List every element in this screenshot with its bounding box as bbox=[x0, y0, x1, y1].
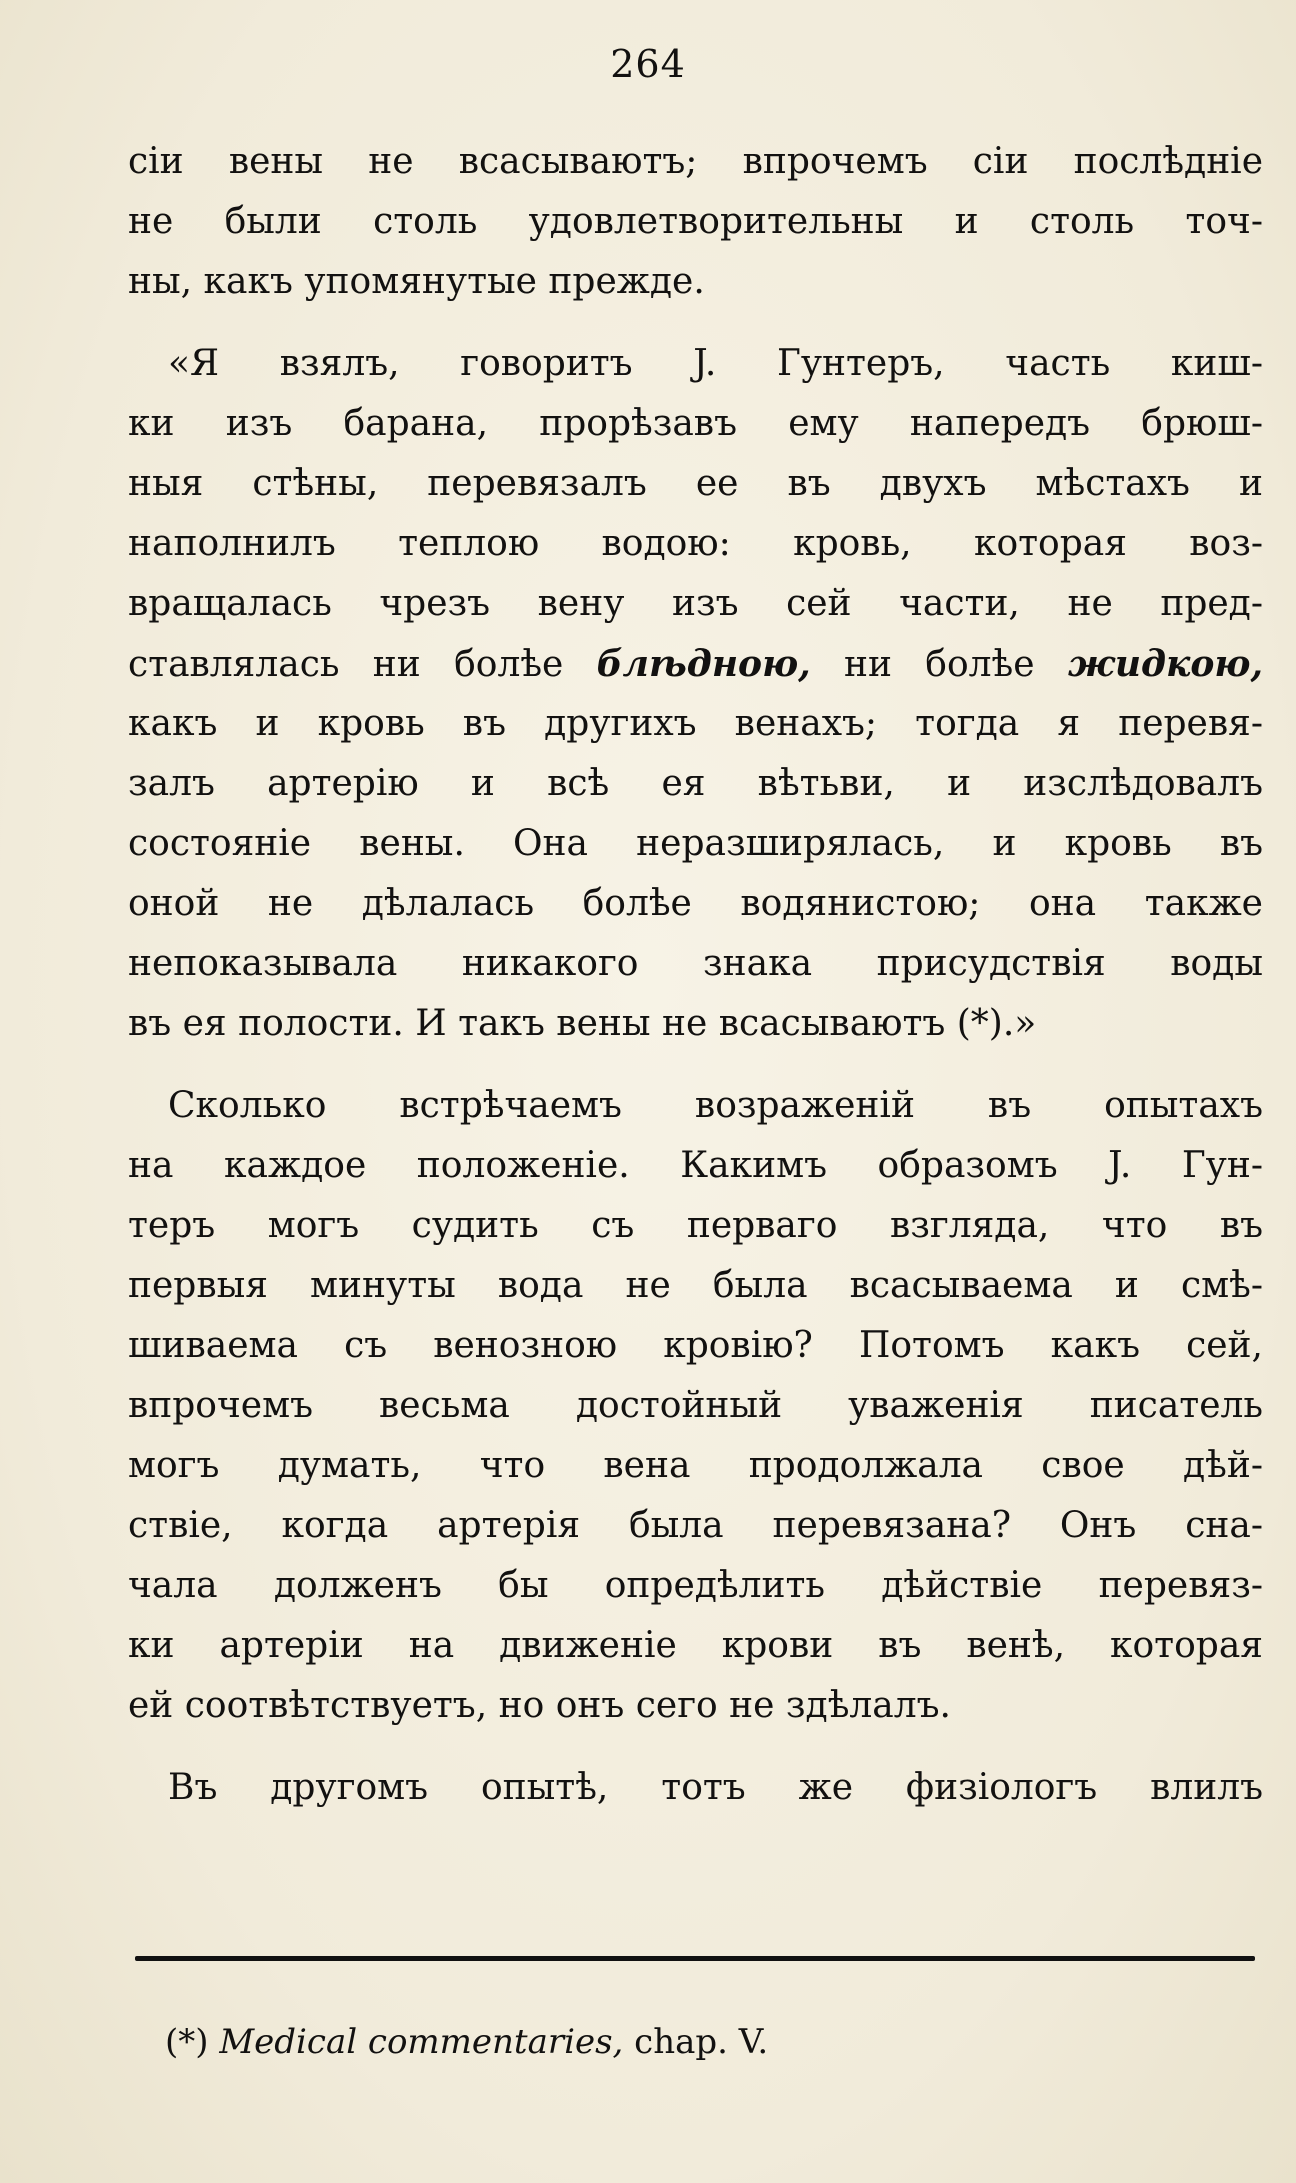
text-line: «Я взялъ, говоритъ J. Гунтеръ, часть киш- bbox=[168, 343, 1263, 384]
text-line: Сколько встрѣчаемъ возраженій въ опытахъ bbox=[168, 1085, 1263, 1126]
footnote-divider bbox=[135, 1956, 1255, 1961]
text-line: ей соотвѣтствуетъ, но онъ сего не здѣлалъ. bbox=[128, 1685, 951, 1726]
footnote-title: Medical commentaries, bbox=[219, 2022, 624, 2062]
text-line: не были столь удовлетворительны и столь точ- bbox=[128, 201, 1263, 242]
footnote-rest: chap. V. bbox=[634, 2022, 769, 2062]
text-line: вращалась чрезъ вену изъ сей части, не пред- bbox=[128, 583, 1263, 624]
text-line: на каждое положеніе. Какимъ образомъ J. Гун- bbox=[128, 1145, 1263, 1186]
text-line: сіи вены не всасываютъ; впрочемъ сіи послѣдніе bbox=[128, 141, 1263, 182]
text-line: ки изъ барана, прорѣзавъ ему напередъ брюш- bbox=[128, 403, 1263, 444]
text-segment: ни болѣе bbox=[810, 644, 1068, 685]
text-line: ствіе, когда артерія была перевязана? Онъ сна- bbox=[128, 1505, 1263, 1546]
text-line: чала долженъ бы опредѣлить дѣйствіе перевяз- bbox=[128, 1565, 1263, 1606]
text-line: ки артеріи на движеніе крови въ венѣ, которая bbox=[128, 1625, 1263, 1666]
text-line: въ ея полости. И такъ вены не всасываютъ (*).» bbox=[128, 1003, 1037, 1044]
text-segment: ставлялась ни болѣе bbox=[128, 644, 597, 685]
footnote bbox=[165, 2022, 768, 2062]
text-line: какъ и кровь въ другихъ венахъ; тогда я перевя- bbox=[128, 703, 1263, 744]
page-number: 264 bbox=[610, 42, 686, 86]
text-line: теръ могъ судить съ перваго взгляда, что въ bbox=[128, 1205, 1263, 1246]
text-line: наполнилъ теплою водою: кровь, которая воз- bbox=[128, 523, 1263, 564]
italic-word: блѣдною, bbox=[596, 643, 811, 685]
text-line: залъ артерію и всѣ ея вѣтьви, и изслѣдовалъ bbox=[128, 763, 1263, 804]
text-line: Въ другомъ опытѣ, тотъ же физіологъ влилъ bbox=[168, 1767, 1263, 1808]
text-line: ныя стѣны, перевязалъ ее въ двухъ мѣстахъ и bbox=[128, 463, 1263, 504]
text-line-with-italics bbox=[128, 640, 1263, 690]
text-line: ны, какъ упомянутые прежде. bbox=[128, 261, 705, 302]
italic-word: жидкою, bbox=[1067, 643, 1263, 685]
text-line: оной не дѣлалась болѣе водянистою; она также bbox=[128, 883, 1263, 924]
text-line: первыя минуты вода не была всасываема и смѣ- bbox=[128, 1265, 1263, 1306]
text-line: впрочемъ весьма достойный уваженія писатель bbox=[128, 1385, 1263, 1426]
text-line: непоказывала никакого знака присудствія воды bbox=[128, 943, 1263, 984]
text-line: могъ думать, что вена продолжала свое дѣй- bbox=[128, 1445, 1263, 1486]
footnote-marker: (*) bbox=[165, 2022, 209, 2062]
text-line: шиваема съ венозною кровію? Потомъ какъ сей, bbox=[128, 1325, 1263, 1366]
text-line: состояніе вены. Она неразширялась, и кровь въ bbox=[128, 823, 1263, 864]
